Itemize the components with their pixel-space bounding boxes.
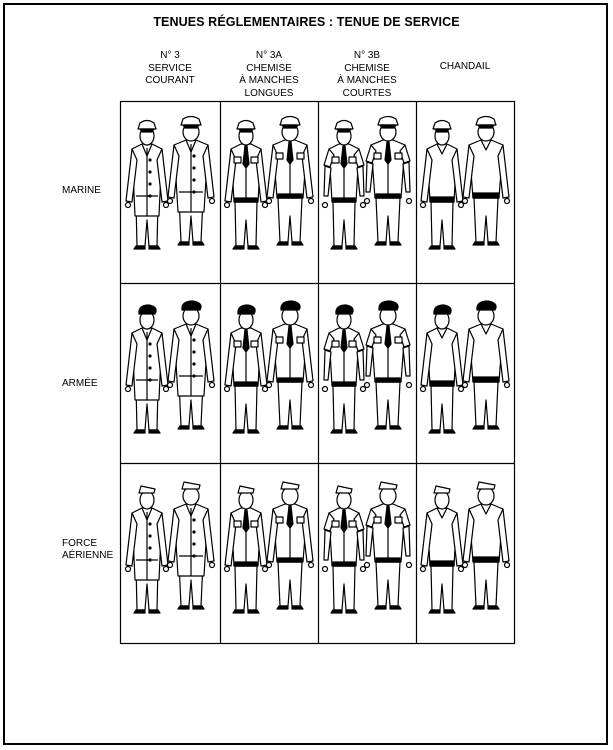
figure-force-aerienne-manches-longues-female [225, 486, 268, 613]
uniform-figures [126, 117, 510, 614]
figure-force-aerienne-manches-courtes-male [365, 482, 412, 609]
figure-armee-manches-longues-female [225, 305, 268, 433]
column-header-chandail: CHANDAIL [439, 61, 491, 72]
figure-marine-service-courant-female [126, 121, 169, 250]
figure-marine-service-courant-male [168, 117, 215, 246]
figure-marine-manches-courtes-female [323, 121, 366, 250]
figure-force-aerienne-service-courant-male [168, 482, 215, 609]
column-header-service-courant: N° 3 SERVICE COURANT [145, 50, 195, 86]
row-label-force-aerienne: FORCE AÉRIENNE [62, 538, 114, 561]
figure-armee-service-courant-male [168, 301, 215, 429]
figure-force-aerienne-manches-longues-male [267, 482, 314, 609]
column-header-manches-courtes: N° 3B CHEMISE À MANCHES COURTES [337, 50, 397, 99]
figure-armee-manches-longues-male [267, 301, 314, 429]
figure-force-aerienne-chandail-female [421, 486, 464, 613]
row-label-marine: MARINE [62, 185, 101, 196]
figure-marine-manches-longues-female [225, 121, 268, 250]
figure-armee-manches-courtes-female [323, 305, 366, 433]
figure-force-aerienne-manches-courtes-female [323, 486, 366, 613]
figure-marine-manches-courtes-male [365, 117, 412, 246]
figure-armee-chandail-male [463, 301, 510, 429]
figure-force-aerienne-service-courant-female [126, 486, 169, 613]
row-label-armee: ARMÉE [62, 378, 98, 389]
figure-force-aerienne-chandail-male [463, 482, 510, 609]
figure-marine-chandail-male [463, 117, 510, 246]
column-header-manches-longues: N° 3A CHEMISE À MANCHES LONGUES [239, 50, 299, 99]
figure-armee-chandail-female [421, 305, 464, 433]
figure-marine-chandail-female [421, 121, 464, 250]
figure-armee-manches-courtes-male [365, 301, 412, 429]
figure-armee-service-courant-female [126, 305, 169, 433]
figure-marine-manches-longues-male [267, 117, 314, 246]
page-title: TENUES RÉGLEMENTAIRES : TENUE DE SERVICE [153, 15, 460, 29]
